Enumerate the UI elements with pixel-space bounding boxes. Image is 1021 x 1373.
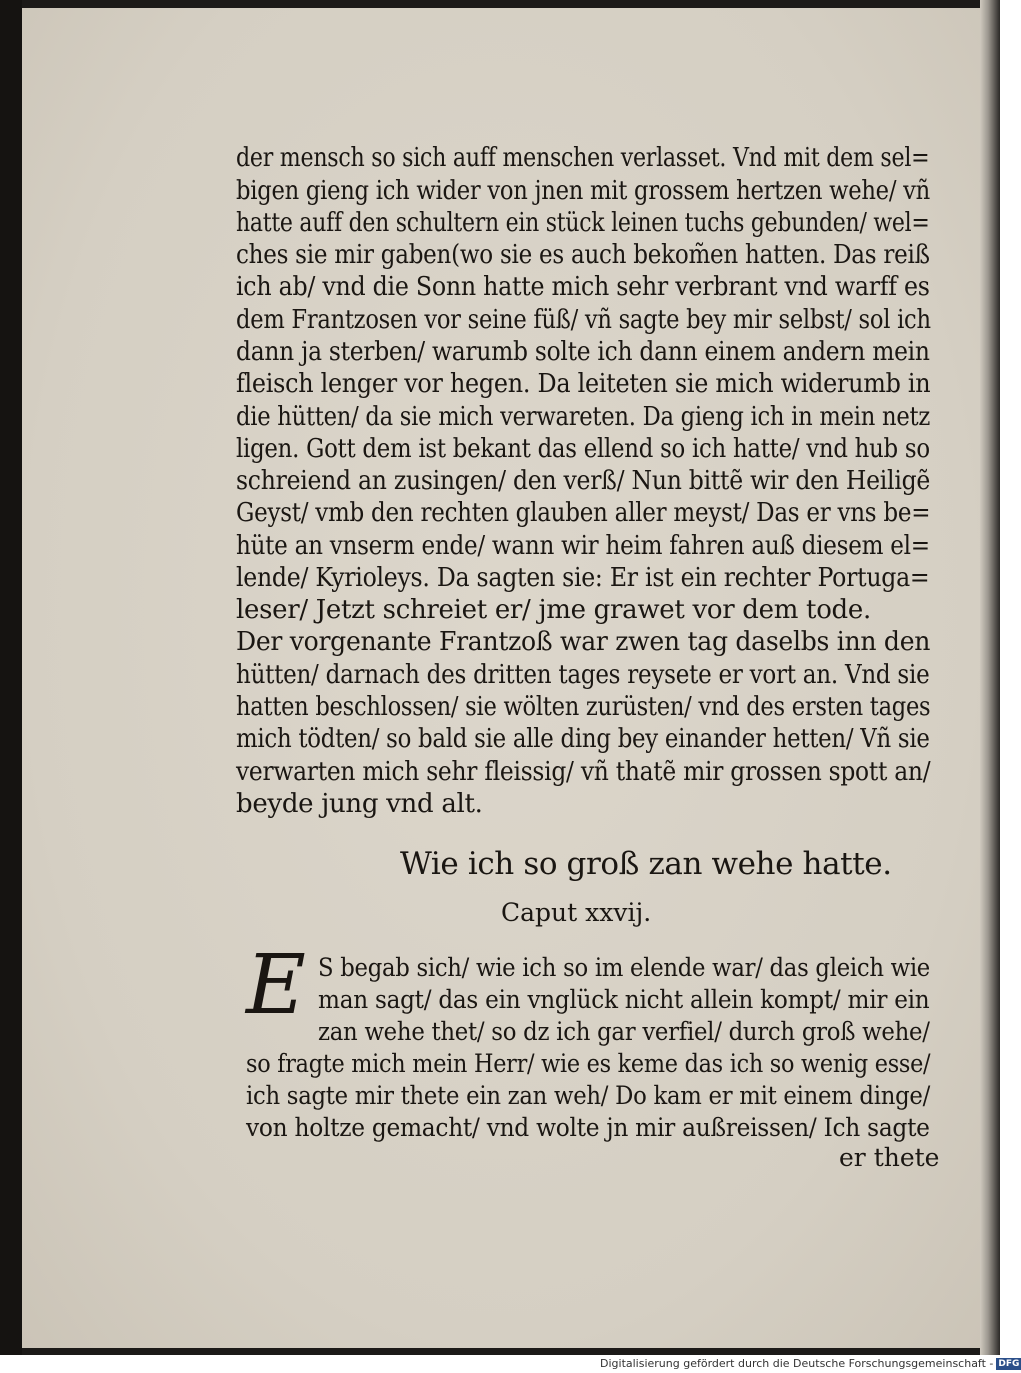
text-line: schreiend an zusingen/ den verß/ Nun bittẽ wir den Heiligẽ bbox=[236, 466, 931, 496]
book-spine bbox=[980, 0, 1000, 1355]
text-line: zan wehe thet/ so dz ich gar verfiel/ durch groß wehe/ bbox=[318, 1017, 930, 1046]
text-line: S begab sich/ wie ich so im elende war/ das gleich wie bbox=[318, 953, 930, 982]
text-line: lende/ Kyrioleys. Da sagten sie: Er ist ein rechter Portuga= bbox=[236, 563, 930, 593]
text-line: hatte auff den schultern ein stück leinen tuchs gebunden/ wel= bbox=[236, 208, 930, 238]
section-heading: Wie ich so groß zan wehe hatte. bbox=[400, 846, 892, 882]
text-line: dem Frantzosen vor seine füß/ vñ sagte bey mir selbst/ sol ich bbox=[236, 305, 931, 335]
text-line: die hütten/ da sie mich verwareten. Da gieng ich in mein netz bbox=[236, 402, 930, 432]
credit-text: Digitalisierung gefördert durch die Deutsche Forschungsgemeinschaft - bbox=[600, 1357, 994, 1370]
text-line: leser/ Jetzt schreiet er/ jme grawet vor dem tode. bbox=[236, 595, 871, 625]
text-line: ich sagte mir thete ein zan weh/ Do kam er mit einem dinge/ bbox=[246, 1081, 930, 1110]
dfg-logo: DFG bbox=[998, 1359, 1020, 1369]
text-line: beyde jung vnd alt. bbox=[236, 789, 483, 819]
text-line: ligen. Gott dem ist bekant das ellend so ich hatte/ vnd hub so bbox=[236, 434, 930, 464]
text-line: so fragte mich mein Herr/ wie es keme das ich so wenig esse/ bbox=[246, 1049, 931, 1078]
text-line: mich tödten/ so bald sie alle ding bey einander hetten/ Vñ sie bbox=[236, 724, 930, 754]
catchword: er thete bbox=[839, 1143, 940, 1172]
text-line: hatten beschlossen/ sie wölten zurüsten/ vnd des ersten tages bbox=[236, 692, 931, 722]
chapter-number: Caput xxvij. bbox=[501, 898, 652, 927]
text-line: der mensch so sich auff menschen verlasset. Vnd mit dem sel= bbox=[236, 143, 930, 173]
decorated-initial: E bbox=[246, 938, 306, 1033]
text-line: bigen gieng ich wider von jnen mit grossem hertzen wehe/ vñ bbox=[236, 176, 930, 206]
text-line: von holtze gemacht/ vnd wolte jn mir außreissen/ Ich sagte bbox=[246, 1113, 930, 1142]
text-line: verwarten mich sehr fleissig/ vñ thatẽ mir grossen spott an/ bbox=[236, 757, 931, 787]
text-line: ches sie mir gaben(wo sie es auch bekom̃en hatten. Das reiß bbox=[236, 240, 930, 270]
text-line: dann ja sterben/ warumb solte ich dann einem andern mein bbox=[236, 337, 930, 367]
text-line: hütten/ darnach des dritten tages reysete er vort an. Vnd sie bbox=[236, 660, 930, 690]
left-edge bbox=[0, 0, 22, 1355]
text-line: Geyst/ vmb den rechten glauben aller meyst/ Das er vns be= bbox=[236, 498, 931, 528]
text-line: fleisch lenger vor hegen. Da leiteten sie mich widerumb in bbox=[236, 369, 931, 399]
text-line: ich ab/ vnd die Sonn hatte mich sehr verbrant vnd warff es bbox=[236, 272, 930, 302]
text-line: Der vorgenante Frantzoß war zwen tag daselbs inn den bbox=[236, 627, 931, 657]
text-line: man sagt/ das ein vnglück nicht allein kompt/ mir ein bbox=[318, 985, 930, 1014]
digitization-credit bbox=[600, 1357, 1020, 1371]
text-line: hüte an vnserm ende/ wann wir heim fahren auß diesem el= bbox=[236, 531, 930, 561]
